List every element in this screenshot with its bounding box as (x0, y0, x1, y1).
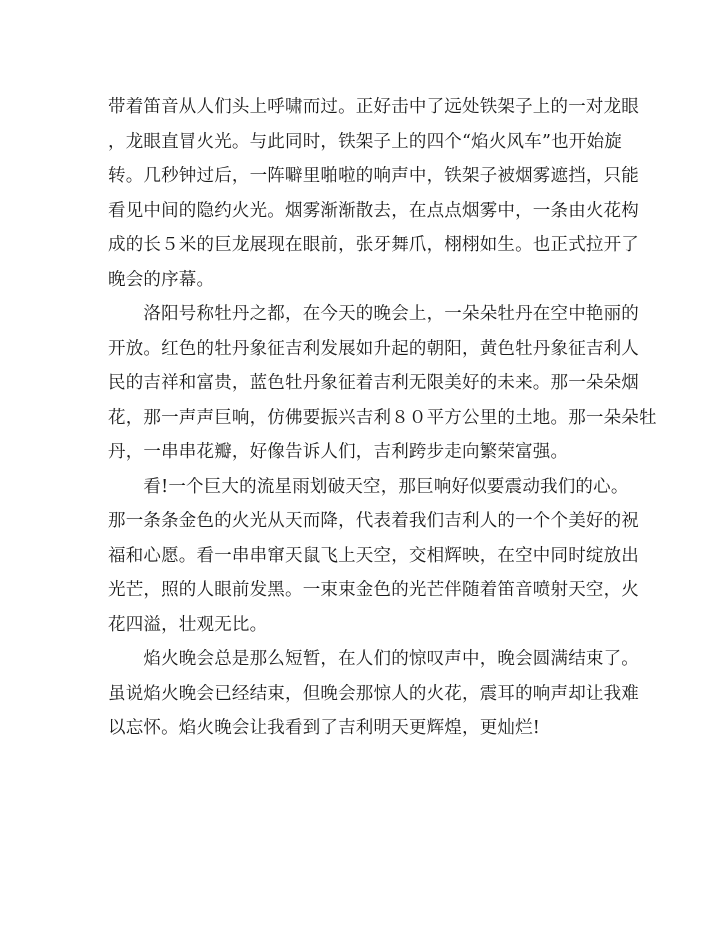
text-line: 转。几秒钟过后，一阵噼里啪啦的响声中，铁架子被烟雾遮挡，只能 (108, 166, 639, 186)
text-line: 光芒，照的人眼前发黑。一束束金色的光芒伴随着笛音喷射天空，火 (108, 580, 639, 600)
text-line: 花四溢，壮观无比。 (108, 614, 268, 635)
text-line: 民的吉祥和富贵，蓝色牡丹象征着吉利无限美好的未来。那一朵朵烟 (108, 373, 639, 393)
text-line: 焰火晚会总是那么短暂，在人们的惊叹声中，晚会圆满结束了。 (108, 649, 639, 669)
text-line: 丹，一串串花瓣，好像告诉人们，吉利跨步走向繁荣富强。 (108, 442, 569, 462)
text-line: 看见中间的隐约火光。烟雾渐渐散去，在点点烟雾中，一条由火花构 (108, 200, 639, 221)
text-line: 成的长５米的巨龙展现在眼前，张牙舞爪，栩栩如生。也正式拉开了 (108, 235, 639, 255)
text-line: 晚会的序幕。 (108, 269, 215, 290)
text-line: 带着笛音从人们头上呼啸而过。正好击中了远处铁架子上的一对龙眼 (108, 97, 639, 117)
text-line: 看!一个巨大的流星雨划破天空，那巨响好似要震动我们的心。 (108, 476, 629, 497)
text-line: 开放。红色的牡丹象征吉利发展如升起的朝阳，黄色牡丹象征吉利人 (108, 338, 639, 359)
text-line: 花，那一声声巨响，仿佛要振兴吉利８０平方公里的土地。那一朵朵牡 (108, 407, 657, 428)
text-line: 虽说焰火晚会已经结束，但晚会那惊人的火花，震耳的响声却让我难 (108, 683, 639, 704)
essay-text (108, 90, 657, 746)
text-line: 那一条条金色的火光从天而降，代表着我们吉利人的一个个美好的祝 (108, 511, 639, 531)
text-line: 以忘怀。焰火晚会让我看到了吉利明天更辉煌，更灿烂! (108, 718, 541, 738)
text-line: 福和心愿。看一串串窜天鼠飞上天空，交相辉映，在空中同时绽放出 (108, 545, 639, 566)
text-line: ，龙眼直冒火光。与此同时，铁架子上的四个“焰火风车”也开始旋 (108, 131, 622, 152)
text-line: 洛阳号称牡丹之都，在今天的晚会上，一朵朵牡丹在空中艳丽的 (108, 304, 639, 324)
